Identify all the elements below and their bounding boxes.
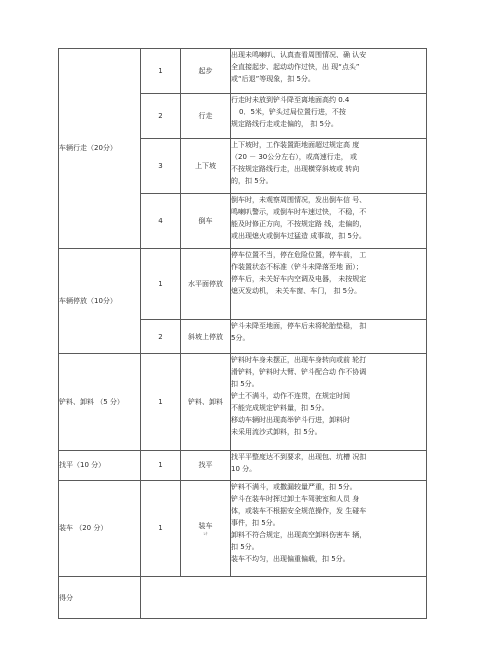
criteria-line: 事件，扣 5分。 <box>231 518 280 527</box>
criteria-line: 或“后退”等现象，扣 5分。 <box>231 75 315 83</box>
criteria-line: 上下坡时，工作装置距地面超过规定高 度 <box>231 141 360 150</box>
criteria-cell <box>231 450 427 480</box>
criteria-cell <box>231 248 427 319</box>
table-row <box>59 480 427 577</box>
item-name: 行走 <box>181 94 231 139</box>
criteria-line: 或出现熄火或倒车过猛造 成事故，扣 5分。 <box>231 231 366 240</box>
item-subnote: ﾚｷ <box>203 531 208 537</box>
criteria-line: 扣 5分。 <box>231 380 259 389</box>
criteria-line: 出现未鸣喇叭、认真查看周围情况、确 认安 <box>231 51 367 59</box>
criteria-line: 不按规定路线行走，出现横穿斜坡或 转向 <box>231 165 360 174</box>
criteria-line: 能及时修正方向，不按规定路 线，走偏的， <box>231 219 367 228</box>
criteria-line: 铲土不满斗，动作不连贯，在规定时间 <box>231 392 350 401</box>
criteria-line: 滑铲料，铲料时大臂、铲斗配合动 作不协调 <box>231 368 367 377</box>
criteria-line: 规定路线行走或走偏的， 扣 5分。 <box>231 120 338 129</box>
item-number: 1 <box>141 354 181 451</box>
item-name: 找平 <box>181 450 231 480</box>
criteria-line: 找平平整度达不到要求，出现包、坑槽 况扣 <box>231 452 367 461</box>
criteria-line: 5分。 <box>231 334 250 343</box>
criteria-cell <box>231 320 427 354</box>
category-cell: 车辆停放（10分） <box>59 248 141 353</box>
criteria-line: 行走时未放到铲斗降至离地面高约 0.4 <box>231 96 350 105</box>
criteria-cell <box>231 193 427 248</box>
criteria-line: 卸料不符合规定，出现高空卸料伤害车 辆， <box>231 530 367 539</box>
table-row <box>59 354 427 451</box>
score-label: 得分 <box>59 577 141 619</box>
item-number: 1 <box>141 480 181 577</box>
criteria-line: 熄灭发动机， 未关车窗、车门， 扣 5分。 <box>231 286 362 295</box>
criteria-line: 倒车时，未观察周围情况，发出倒车信 号、 <box>231 195 367 204</box>
criteria-line: 体，或装车不根据安全规范操作，发 生碰车 <box>231 506 367 515</box>
item-number: 3 <box>141 139 181 194</box>
item-name: 水平面停放 <box>181 248 231 319</box>
criteria-line: 10 分。 <box>231 464 257 473</box>
item-name: 上下坡 <box>181 139 231 194</box>
item-number: 2 <box>141 320 181 354</box>
criteria-line: 移动车辆时出现高举铲斗行进，卸料时 <box>231 416 350 425</box>
score-value-cell <box>141 577 427 619</box>
item-name: 斜坡上停放 <box>181 320 231 354</box>
table-row <box>59 49 427 94</box>
table-row <box>59 450 427 480</box>
item-number: 1 <box>141 248 181 319</box>
criteria-line: 铲斗未降至地面，停车后未将轮胎垫稳， 扣 <box>231 322 367 331</box>
category-cell: 铲料、卸料 （5 分） <box>59 354 141 451</box>
category-cell: 装车 （20 分） <box>59 480 141 577</box>
item-number: 2 <box>141 94 181 139</box>
criteria-line: 停车位置不当，停在危险位置，停车前， 工 <box>231 250 367 259</box>
criteria-line: 未采用流沙式卸料，扣 5分。 <box>231 428 322 437</box>
category-cell: 车辆行走（20分） <box>59 49 141 249</box>
criteria-cell <box>231 49 427 94</box>
criteria-line: 的，扣 5分。 <box>231 177 273 186</box>
criteria-line: 铲料不满斗，或撒漏较量严重，扣 5分。 <box>231 482 357 491</box>
criteria-line: 鸣喇叭警示，或倒车时车速过快， 不稳，不 <box>231 207 367 216</box>
criteria-line: （20 － 30公分左右），或高速行走， 或 <box>231 153 357 162</box>
item-number: 1 <box>141 450 181 480</box>
item-name: 装车 <box>198 522 213 531</box>
criteria-cell <box>231 94 427 139</box>
item-number: 4 <box>141 193 181 248</box>
item-name: 铲料、卸料 <box>181 354 231 451</box>
table-row <box>59 577 427 619</box>
criteria-cell <box>231 354 427 451</box>
category-cell: 找平（10 分） <box>59 450 141 480</box>
item-name: 倒车 <box>181 193 231 248</box>
item-number: 1 <box>141 49 181 94</box>
criteria-line: 铲料时车身未摆正，出现车身转向或前 轮打 <box>231 356 367 365</box>
criteria-line: 全直接起步、起动动作过快，出 现“点头” <box>231 63 360 71</box>
item-name-cell <box>181 480 231 577</box>
criteria-line: 作装置状态不标准（铲斗未降落至地 面）； <box>231 262 363 271</box>
criteria-line: 铲斗在装车时挥过卸土车驾驶室和人员 身 <box>231 494 360 503</box>
item-name: 起步 <box>181 49 231 94</box>
table-row <box>59 248 427 319</box>
criteria-line: 0．5米，铲头过局位置行进，不按 <box>239 108 346 117</box>
criteria-line: 停车后，未关好车内空调及电器， 未按规定 <box>231 274 367 283</box>
criteria-line: 不能完成规定铲料量，扣 5分。 <box>231 404 329 413</box>
scoring-table <box>58 48 427 619</box>
criteria-cell <box>231 480 427 577</box>
criteria-line: 装车不均匀，出现偏重偏载，扣 5分。 <box>231 554 350 563</box>
scoring-sheet <box>58 48 426 619</box>
criteria-line: 扣 5分。 <box>231 542 259 551</box>
criteria-cell <box>231 139 427 194</box>
